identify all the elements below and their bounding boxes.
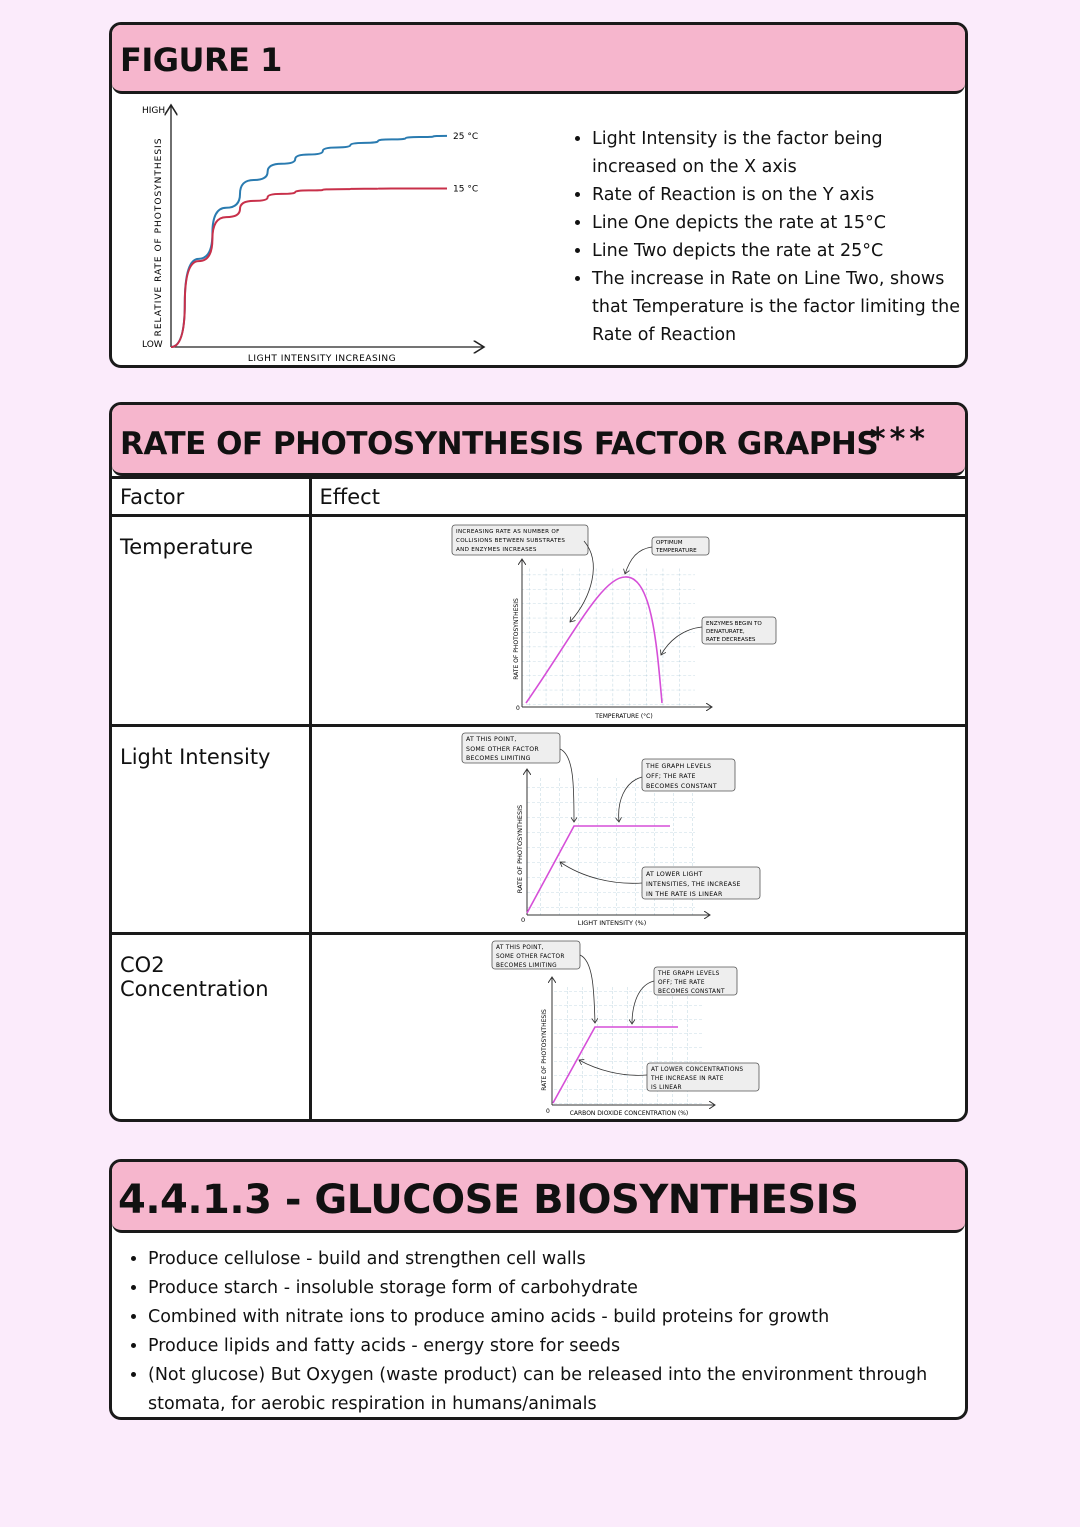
figure1-bullet: • Rate of Reaction is on the Y axis <box>592 181 968 209</box>
light-limiting-text: AT THIS POINT, SOME OTHER FACTOR BECOMES LIMITING <box>465 736 539 762</box>
temperature-callout-text: INCREASING RATE AS NUMBER OF COLLISIONS BETWEEN SUBSTRATES AND ENZYMES INCREASES <box>455 529 565 553</box>
light-intensity-chart-y-label: RATE OF PHOTOSYNTHESIS <box>515 804 524 894</box>
light-levels-text: THE GRAPH LEVELS OFF; THE RATE BECOMES CONSTANT <box>645 763 717 790</box>
light-intensity-chart-x-label: LIGHT INTENSITY (%) <box>577 919 646 927</box>
light-linear-text: AT LOWER LIGHT INTENSITIES, THE INCREASE IN THE RATE IS LINEAR <box>645 871 741 898</box>
figure1-chart <box>112 95 532 368</box>
rate-graphs-stars: *** <box>869 422 929 457</box>
glucose-title: 4.4.1.3 - GLUCOSE BIOSYNTHESIS <box>112 1162 965 1233</box>
temperature-chart-x-label: TEMPERATURE (°C) <box>594 713 653 720</box>
figure1-bullet: • Light Intensity is the factor being increased on the X axis <box>592 125 968 181</box>
light-intensity-chart-origin: 0 <box>520 916 525 924</box>
glucose-bullet: • (Not glucose) But Oxygen (waste product) can be released into the environment through stomata, for aerobic respiration in humans/animals <box>148 1361 965 1419</box>
co2-linear-text: AT LOWER CONCENTRATIONS THE INCREASE IN RATE IS LINEAR <box>650 1067 743 1091</box>
temperature-optimum-text: OPTIMUM TEMPERATURE <box>655 540 697 554</box>
co2-chart-origin: 0 <box>545 1108 550 1115</box>
co2-chart-x-label: CARBON DIOXIDE CONCENTRATION (%) <box>569 1110 688 1117</box>
effect-co2-concentration <box>310 934 965 1120</box>
table-row <box>112 726 965 934</box>
rate-graphs-card <box>109 402 968 1122</box>
figure1-bullet: • Line Two depicts the rate at 25°C <box>592 237 968 265</box>
figure1-card <box>109 22 968 368</box>
figure1-y-axis-label: RELATIVE RATE OF PHOTOSYNTHESIS <box>154 137 164 337</box>
figure1-bullets <box>572 125 968 349</box>
factor-table <box>112 476 965 1120</box>
figure1-bullet: • Line One depicts the rate at 15°C <box>592 209 968 237</box>
figure1-title: FIGURE 1 <box>112 25 965 94</box>
light-intensity-chart <box>312 727 967 933</box>
glucose-bullets <box>112 1245 965 1419</box>
effect-light-intensity <box>310 726 965 934</box>
effect-column-header: Effect <box>310 478 965 516</box>
glucose-card <box>109 1159 968 1420</box>
temperature-chart-y-label: RATE OF PHOTOSYNTHESIS <box>512 598 520 680</box>
figure1-bullet: • The increase in Rate on Line Two, shows that Temperature is the factor limiting the Rate of Reaction <box>592 265 968 349</box>
glucose-bullet: • Produce lipids and fatty acids - energy store for seeds <box>148 1332 965 1361</box>
factor-table-header-row <box>112 478 965 516</box>
glucose-bullet: • Produce starch - insoluble storage form of carbohydrate <box>148 1274 965 1303</box>
figure1-y-high-label: HIGH <box>142 106 166 116</box>
rate-graphs-title: RATE OF PHOTOSYNTHESIS FACTOR GRAPHS <box>120 426 879 462</box>
temperature-chart-grid <box>522 567 695 707</box>
factor-temperature: Temperature <box>112 516 310 726</box>
table-row <box>112 516 965 726</box>
temperature-chart-origin: 0 <box>515 705 520 712</box>
figure1-series-15c <box>171 189 447 347</box>
table-row <box>112 934 965 1120</box>
glucose-bullet: • Produce cellulose - build and strengthen cell walls <box>148 1245 965 1274</box>
rate-graphs-header <box>112 405 965 476</box>
factor-co2-concentration: CO2 Concentration <box>112 934 310 1120</box>
temperature-chart <box>312 517 967 725</box>
figure1-series-25c-label: 25 °C <box>453 131 479 142</box>
glucose-bullet: • Combined with nitrate ions to produce amino acids - build proteins for growth <box>148 1303 965 1332</box>
figure1-y-low-label: LOW <box>142 340 163 350</box>
factor-light-intensity: Light Intensity <box>112 726 310 934</box>
co2-chart-y-label: RATE OF PHOTOSYNTHESIS <box>540 1009 548 1091</box>
factor-column-header: Factor <box>112 478 310 516</box>
temperature-denature-text: ENZYMES BEGIN TO DENATURATE, RATE DECREASES <box>705 621 762 643</box>
effect-temperature <box>310 516 965 726</box>
co2-levels-text: THE GRAPH LEVELS OFF; THE RATE BECOMES CONSTANT <box>657 971 725 995</box>
co2-limiting-text: AT THIS POINT, SOME OTHER FACTOR BECOMES LIMITING <box>495 945 565 969</box>
co2-chart <box>312 935 967 1119</box>
figure1-x-axis-label: LIGHT INTENSITY INCREASING <box>247 354 397 364</box>
figure1-series-15c-label: 15 °C <box>453 184 479 195</box>
